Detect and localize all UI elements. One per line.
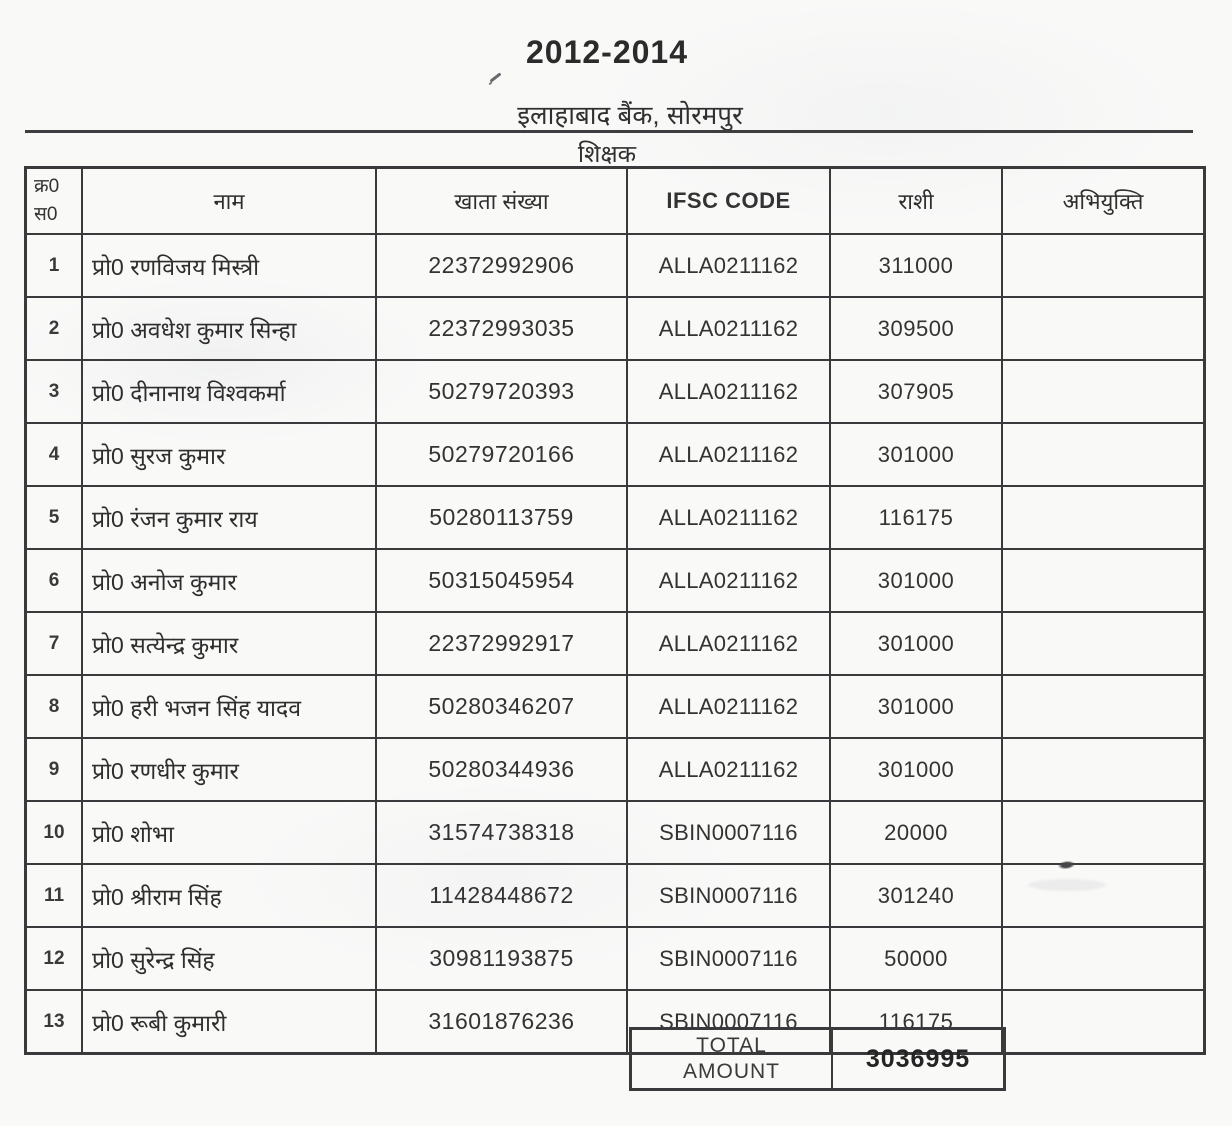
ink-smear-artifact [1028, 879, 1106, 891]
cell-remarks [1003, 487, 1203, 548]
cell-amount: 116175 [831, 487, 1003, 548]
cell-remarks [1003, 550, 1203, 611]
cell-amount: 307905 [831, 361, 1003, 422]
cell-remarks [1003, 991, 1203, 1052]
cell-ifsc: ALLA0211162 [628, 487, 831, 548]
cell-amount: 301000 [831, 613, 1003, 674]
cell-name: प्रो0 सत्येन्द्र कुमार [83, 613, 377, 674]
cell-amount: 50000 [831, 928, 1003, 989]
cell-serial: 3 [27, 361, 83, 422]
cell-name: प्रो0 रूबी कुमारी [83, 991, 377, 1052]
cell-name: प्रो0 अनोज कुमार [83, 550, 377, 611]
header-serial-line1: क्र0 [34, 176, 60, 197]
cell-serial: 10 [27, 802, 83, 863]
cell-ifsc: SBIN0007116 [628, 865, 831, 926]
cell-ifsc: ALLA0211162 [628, 361, 831, 422]
cell-account: 50280344936 [377, 739, 628, 800]
cell-name: प्रो0 अवधेश कुमार सिन्हा [83, 298, 377, 359]
cell-amount: 301240 [831, 865, 1003, 926]
cell-ifsc: ALLA0211162 [628, 613, 831, 674]
cell-account: 50280346207 [377, 676, 628, 737]
cell-ifsc: SBIN0007116 [628, 802, 831, 863]
table-row [27, 991, 1203, 1052]
cell-remarks [1003, 235, 1203, 296]
cell-name: प्रो0 दीनानाथ विश्वकर्मा [83, 361, 377, 422]
header-row [27, 169, 1203, 235]
table-row [27, 424, 1203, 487]
cell-ifsc: ALLA0211162 [628, 298, 831, 359]
table-row [27, 865, 1203, 928]
cell-account: 22372992906 [377, 235, 628, 296]
header-cell-serial [27, 169, 83, 233]
cell-serial: 2 [27, 298, 83, 359]
cell-serial: 9 [27, 739, 83, 800]
total-row [629, 1027, 1006, 1091]
cell-account: 50280113759 [377, 487, 628, 548]
cell-ifsc: SBIN0007116 [628, 991, 831, 1052]
cell-name: प्रो0 सुरज कुमार [83, 424, 377, 485]
cell-remarks [1003, 424, 1203, 485]
cell-ifsc: ALLA0211162 [628, 739, 831, 800]
cell-name: प्रो0 रणधीर कुमार [83, 739, 377, 800]
cell-ifsc: ALLA0211162 [628, 424, 831, 485]
cell-amount: 301000 [831, 424, 1003, 485]
table-row [27, 550, 1203, 613]
cell-remarks [1003, 361, 1203, 422]
cell-serial: 11 [27, 865, 83, 926]
table-row [27, 487, 1203, 550]
total-amount: 3036995 [865, 1044, 971, 1073]
header-cell-amount: राशी [831, 169, 1003, 233]
cell-amount: 301000 [831, 676, 1003, 737]
table-row [27, 739, 1203, 802]
total-label [632, 1030, 833, 1088]
header-cell-name: नाम [83, 169, 377, 233]
cell-account: 22372993035 [377, 298, 628, 359]
section-label: शिक्षक [577, 141, 637, 168]
cell-account: 31601876236 [377, 991, 628, 1052]
cell-remarks [1003, 865, 1203, 926]
cell-account: 30981193875 [377, 928, 628, 989]
payment-table [24, 166, 1206, 1055]
cell-remarks [1003, 613, 1203, 674]
cell-name: प्रो0 रणविजय मिस्त्री [83, 235, 377, 296]
cell-name: प्रो0 रंजन कुमार राय [83, 487, 377, 548]
table-row [27, 676, 1203, 739]
cell-ifsc: ALLA0211162 [628, 550, 831, 611]
cell-name: प्रो0 शोभा [83, 802, 377, 863]
cell-amount: 301000 [831, 550, 1003, 611]
cell-name: प्रो0 हरी भजन सिंह यादव [83, 676, 377, 737]
cell-amount: 301000 [831, 739, 1003, 800]
header-serial-line2: स0 [34, 204, 58, 225]
cell-serial: 5 [27, 487, 83, 548]
cell-serial: 1 [27, 235, 83, 296]
table-body [27, 235, 1203, 1052]
cell-remarks [1003, 676, 1203, 737]
cell-ifsc: SBIN0007116 [628, 928, 831, 989]
cell-remarks [1003, 739, 1203, 800]
table-row [27, 802, 1203, 865]
cell-amount: 20000 [831, 802, 1003, 863]
cell-amount: 309500 [831, 298, 1003, 359]
header-cell-account: खाता संख्या [377, 169, 628, 233]
cell-amount: 311000 [831, 235, 1003, 296]
cell-ifsc: ALLA0211162 [628, 676, 831, 737]
cell-serial: 6 [27, 550, 83, 611]
cell-serial: 13 [27, 991, 83, 1052]
cell-ifsc: ALLA0211162 [628, 235, 831, 296]
table-row [27, 928, 1203, 991]
header-cell-ifsc: IFSC CODE [628, 169, 831, 233]
cell-remarks [1003, 298, 1203, 359]
cell-account: 50279720166 [377, 424, 628, 485]
cell-serial: 12 [27, 928, 83, 989]
cell-account: 22372992917 [377, 613, 628, 674]
cell-serial: 4 [27, 424, 83, 485]
cell-account: 50279720393 [377, 361, 628, 422]
table-row [27, 613, 1203, 676]
page-title: 2012-2014 [525, 34, 689, 70]
total-label-line2: AMOUNT [683, 1060, 780, 1083]
cell-serial: 7 [27, 613, 83, 674]
cell-remarks [1003, 928, 1203, 989]
header-cell-remarks: अभियुक्ति [1062, 189, 1144, 214]
table-row [27, 235, 1203, 298]
cell-account: 50315045954 [377, 550, 628, 611]
cell-remarks [1003, 802, 1203, 863]
total-label-line1: TOTAL [696, 1034, 767, 1057]
table-row [27, 298, 1203, 361]
table-row [27, 361, 1203, 424]
cell-name: प्रो0 सुरेन्द्र सिंह [83, 928, 377, 989]
cell-name: प्रो0 श्रीराम सिंह [83, 865, 377, 926]
bank-name: इलाहाबाद बैंक, सोरमपुर [517, 100, 743, 130]
cell-amount: 116175 [831, 991, 1003, 1052]
cell-account: 31574738318 [377, 802, 628, 863]
horizontal-rule [25, 130, 1193, 133]
cell-serial: 8 [27, 676, 83, 737]
cell-account: 11428448672 [377, 865, 628, 926]
